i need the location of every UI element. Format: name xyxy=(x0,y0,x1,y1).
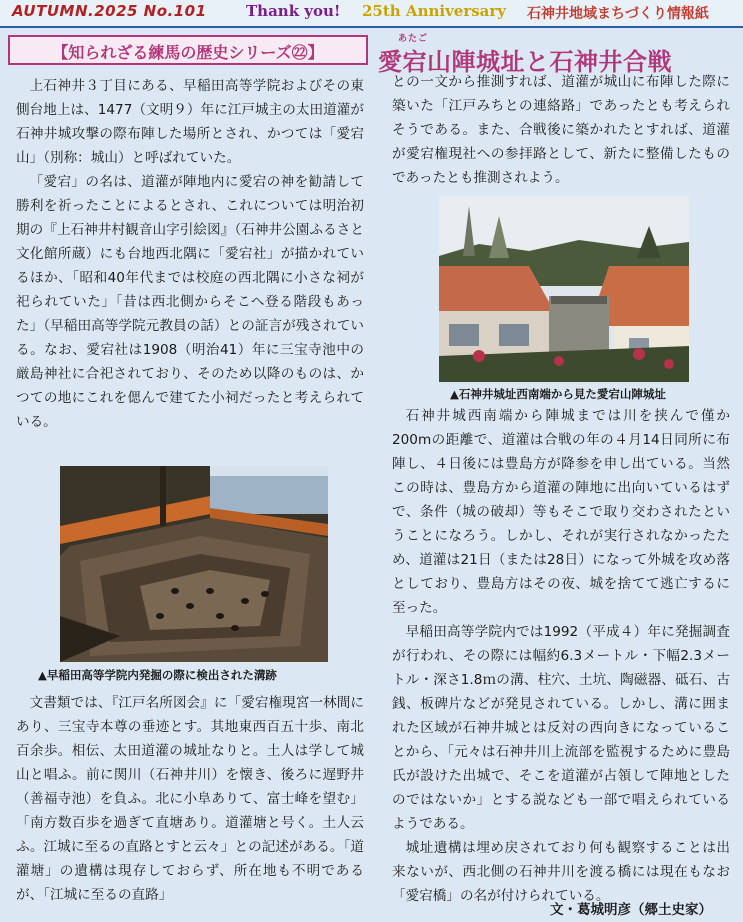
right-column-bottom xyxy=(392,404,730,908)
article-title: 愛宕山陣城址と石神井合戦 xyxy=(378,48,672,76)
left-column-bottom xyxy=(16,691,364,907)
title-ruby: あたご xyxy=(398,34,429,44)
series-banner xyxy=(8,35,368,65)
photo-caption: ▲石神井城址西南端から見た愛宕山陣城址 xyxy=(450,387,666,401)
thank-you-text: Thank you! xyxy=(246,2,341,20)
paragraph: 城址遺構は埋め戻されており何も観察することは出来ないが、西北側の石神井川を渡る橋には現在もなお「愛宕橋」の名が付けられている。 xyxy=(392,840,730,904)
photo-caption: ▲早稲田高等学院内発掘の際に検出された溝跡 xyxy=(38,668,277,682)
paragraph: との一文から推測すれば、道灌が城山に布陣した際に築いた「江戸みちとの連絡路」であったとも考えられそうである。また、合戦後に築かれたとすれば、道灌が愛宕権現社への参拝路として、新たに整備したものであったとも推測されよう。 xyxy=(392,74,730,186)
paper-name: 石神井地域まちづくり情報紙 xyxy=(527,6,709,22)
series-title: 【知られざる練馬の歴史シリーズ㉒】 xyxy=(52,43,324,62)
anniversary-text: 25th Anniversary xyxy=(362,2,507,20)
paragraph: 早稲田高等学院内では1992（平成４）年に発掘調査が行われ、その際には幅約6.3メートル・下幅2.3メートル・深さ1.8ｍの溝、柱穴、土坑、陶磁器、砥石、古銭、板碑片などが発見されている。しかし、溝に囲まれた区域が石神井城とは反対の西向きになっていることから、「元々は石神井川上流部を監視するために豊島氏が設けた出城で、そこを道灌が占領して陣地としたのではないか」とする説なども一部で唱えられているようである。 xyxy=(392,624,730,832)
masthead xyxy=(0,0,743,28)
paragraph: 上石神井３丁目にある、早稲田高等学院およびその東側台地上は、1477（文明９）年に江戸城主の太田道灌が石神井城攻撃の際布陣した場所とされ、かつては「愛宕山」（別称：城山）と呼ばれていた。 xyxy=(16,78,364,166)
left-column-top xyxy=(16,74,364,434)
paragraph: 文書類では、『江戸名所図会』に「愛宕権現宮一林間にあり、三宝寺本尊の垂迹とす。其地東西百五十歩、南北百余歩。相伝、太田道灌の城址なりと。土人は学して城山と唱ふ。前に関川（石神井川）を懐き、後ろに遅野井（善福寺池）を負ふ。北に小阜ありて、富士峰を望む」「南方数百歩を過ぎて直塘あり。道灌塘と号く。土人云ふ。江城に至るの直路とすと云々」との記述がある。「道灌塘」の遺構は現存しておらず、所在地も不明であるが、「江城に至るの直路」 xyxy=(16,695,364,903)
paragraph: 石神井城西南端から陣城までは川を挟んで僅か200mの距離で、道灌は合戦の年の４月14日同所に布陣し、４日後には豊島方が降参を申し出ている。当然この時は、豊島方から道灌の陣地に出向いているはずで、条件（城の破却）等もそこで取り交わされたということになろう。しかし、それが実行されなかったため、道灌は21日（または28日）になって外城を攻め落としており、豊島方はその夜、城を捨てて逃亡するに至った。 xyxy=(392,408,730,616)
castle-site-photo xyxy=(439,196,689,382)
issue-label: AUTUMN.2025 No.101 xyxy=(12,2,207,20)
author-credit: 文・葛城明彦（郷土史家） xyxy=(550,902,712,918)
excavation-photo xyxy=(60,466,328,662)
paragraph: 「愛宕」の名は、道灌が陣地内に愛宕の神を勧請して勝利を祈ったことによるとされ、これについては明治初期の『上石神井村観音山字引絵図』（石神井公園ふるさと文化館所蔵）にも台地西北隅に「愛宕社」が描かれているほか、「昭和40年代までは校庭の西北隅に小さな祠が祀られていた」「昔は西北側からそこへ登る階段もあった」（早稲田高等学院元教員の話）との証言が残されている。なお、愛宕社は1908（明治41）年に三宝寺池中の厳島神社に合祀されており、そのため以降のものは、かつての地にこれを偲んで建てた小祠だったと考えられている。 xyxy=(16,174,364,430)
right-column-top xyxy=(392,70,730,190)
